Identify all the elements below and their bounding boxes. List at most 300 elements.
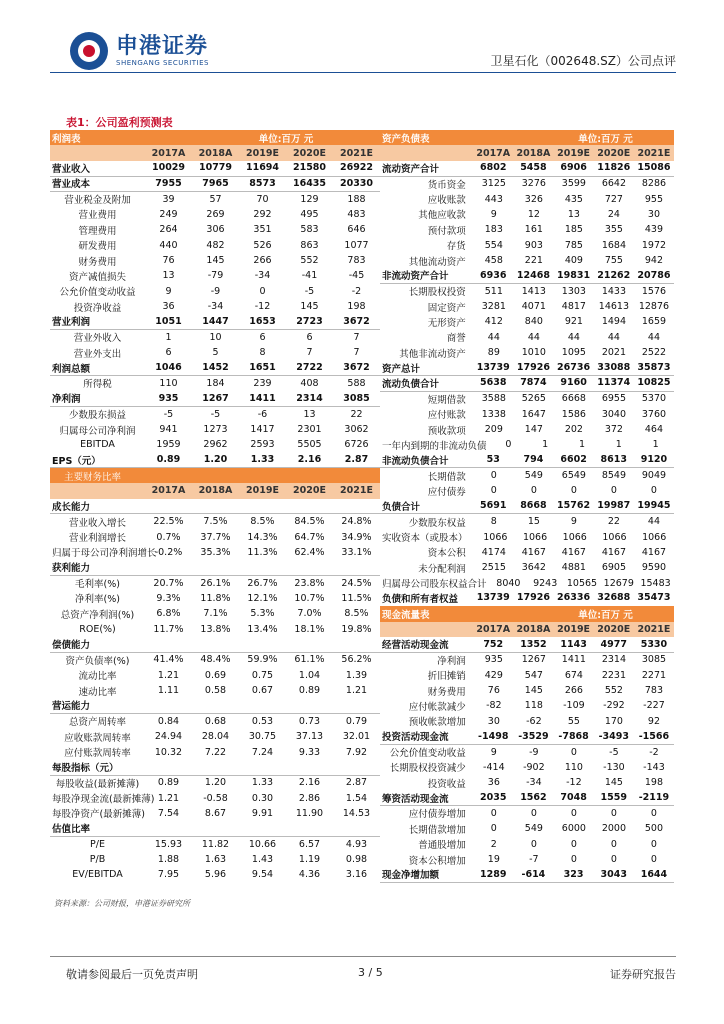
value-cell: 942 (644, 255, 664, 267)
value-cell: 202 (564, 424, 583, 435)
value-cell: 0 (530, 485, 537, 497)
value-cell: 64.7% (294, 531, 325, 543)
value-cell: 188 (347, 193, 366, 205)
row-label: 资产总计 (382, 363, 421, 375)
value-cell: 935 (484, 654, 503, 666)
value-cell: 7874 (520, 377, 547, 389)
value-cell: 7955 (155, 177, 182, 189)
balance-cashflow-half (380, 852, 674, 867)
value-cell: 9590 (641, 562, 667, 574)
value-cell: 6642 (601, 178, 627, 190)
value-cell: 266 (564, 685, 583, 697)
value-cell: 5265 (521, 393, 546, 405)
row-label: 归属于母公司净利润增长 (52, 548, 157, 560)
value-cell: 7965 (202, 177, 229, 189)
row-label: 短期借款 (427, 394, 466, 406)
value-cell: 6726 (344, 439, 369, 451)
value-cell: 0 (259, 285, 266, 297)
table-row (50, 744, 674, 759)
value-cell: 12679 (603, 577, 634, 589)
value-cell: 2000 (601, 823, 627, 835)
value-cell: 221 (524, 255, 543, 267)
balance-cashflow-half (380, 468, 674, 483)
value-cell: 5505 (297, 439, 322, 451)
value-cell: 53 (486, 454, 500, 466)
table-row (50, 161, 674, 176)
value-cell: 17926 (516, 362, 550, 374)
year-header: 2017A (476, 147, 511, 159)
value-cell: -614 (521, 868, 546, 880)
value-cell: 11.82 (201, 838, 230, 850)
value-cell: 0 (650, 807, 657, 819)
document-title: 卫星石化（002648.SZ）公司点评 (490, 54, 676, 68)
row-label: 未分配利润 (418, 563, 466, 575)
logo-english-name: SHENGANG SECURITIES (116, 58, 209, 67)
value-cell: 10779 (198, 162, 233, 174)
value-cell: 4174 (481, 546, 506, 558)
logo-emblem-icon (70, 32, 108, 70)
row-label: 长期股权投资 (408, 287, 466, 299)
row-label: 营业利润 (52, 317, 91, 329)
row-label: 净利率(%) (75, 594, 120, 606)
value-cell: 4167 (561, 546, 586, 558)
table-row (50, 729, 674, 744)
value-cell: 1.43 (251, 854, 274, 866)
balance-cashflow-half (380, 299, 674, 314)
value-cell: 184 (206, 377, 225, 389)
header-divider (50, 72, 676, 73)
balance-cashflow-half (380, 314, 674, 329)
row-label: 流动资产合计 (382, 163, 440, 175)
income-ratio-half (50, 606, 380, 621)
value-cell: 7.1% (203, 608, 228, 620)
value-cell: 183 (484, 224, 503, 236)
row-label: 长期借款 (427, 471, 466, 483)
value-cell: 1267 (521, 654, 546, 666)
value-cell: 0.53 (251, 715, 274, 727)
income-ratio-half (50, 345, 380, 360)
row-label: 实收资本（或股本） (382, 533, 468, 545)
year-header: 2021E (637, 147, 671, 159)
value-cell: -7 (529, 854, 539, 866)
table-title: 表1：公司盈利预测表 (66, 116, 173, 129)
value-cell: 34.9% (341, 531, 372, 543)
balance-cashflow-half (380, 498, 674, 514)
value-cell: 408 (300, 377, 319, 389)
row-label: 负债合计 (382, 501, 421, 513)
income-ratio-half (50, 560, 380, 576)
value-cell: -12 (254, 301, 271, 313)
value-cell: -414 (483, 761, 505, 773)
value-cell: 0.67 (251, 685, 274, 697)
row-label: 每股净资产(最新摊薄) (52, 809, 145, 821)
table-row (50, 345, 674, 360)
table-row (50, 207, 674, 222)
table-row (50, 606, 674, 621)
row-label: 营业收入 (52, 163, 91, 175)
balance-cashflow-half (380, 360, 674, 376)
value-cell: 9 (490, 746, 497, 758)
value-cell: 0 (570, 854, 577, 866)
row-label: 货币资金 (427, 179, 466, 191)
income-ratio-half (50, 668, 380, 683)
value-cell: 9.91 (251, 807, 274, 819)
value-cell: 9160 (560, 377, 587, 389)
value-cell: 0 (570, 485, 577, 497)
value-cell: 0 (490, 807, 497, 819)
value-cell: 326 (524, 193, 543, 205)
value-cell: 5691 (480, 500, 507, 512)
value-cell: 6549 (561, 470, 586, 482)
value-cell: 2723 (296, 315, 323, 327)
table-row (50, 545, 674, 560)
row-label: 少数股东权益 (408, 517, 466, 529)
row-label: 应收账款 (427, 195, 466, 207)
balance-cashflow-half (380, 222, 674, 237)
row-label: 营业收入增长 (68, 517, 126, 529)
value-cell: 0.84 (157, 715, 180, 727)
year-header: 2017A (151, 485, 186, 497)
value-cell: 3085 (343, 392, 370, 404)
value-cell: 458 (484, 255, 503, 267)
value-cell: 8668 (520, 500, 547, 512)
income-ratio-half (50, 729, 380, 744)
value-cell: 0 (490, 470, 497, 482)
row-label: 营业费用 (78, 210, 117, 222)
value-cell: -79 (207, 270, 224, 282)
row-label: 一年内到期的非流动负债 (382, 440, 487, 452)
group-label: 每股指标（元） (52, 762, 119, 774)
value-cell: 1051 (155, 315, 182, 327)
value-cell: 26336 (557, 592, 591, 604)
balance-cashflow-half (380, 790, 674, 806)
value-cell: 323 (563, 868, 584, 880)
value-cell: 5458 (520, 162, 547, 174)
value-cell: 62.4% (294, 546, 325, 558)
balance-cashflow-half (380, 375, 674, 391)
row-label: 营业成本 (52, 179, 91, 191)
value-cell: 429 (484, 669, 503, 681)
group-label: 估值比率 (52, 824, 91, 836)
table-row (50, 145, 674, 160)
value-cell: 1.21 (157, 669, 180, 681)
value-cell: 13 (567, 208, 580, 220)
year-header: 2019E (246, 147, 279, 159)
table-row (50, 637, 674, 652)
value-cell: 5330 (640, 638, 668, 650)
value-cell: 1267 (202, 392, 229, 404)
value-cell: 13 (162, 270, 175, 282)
value-cell: 7.22 (204, 746, 227, 758)
year-header: 2018A (516, 623, 551, 635)
row-label: 负债和所有者权益 (382, 593, 459, 605)
year-header: 2020E (597, 147, 631, 159)
balance-cashflow-half (380, 606, 674, 621)
value-cell: -6 (257, 408, 268, 420)
value-cell: 7 (353, 331, 360, 343)
value-cell: 24.94 (154, 731, 183, 743)
row-label: 预收帐款增加 (408, 717, 466, 729)
balance-cashflow-half (380, 176, 674, 191)
value-cell: 6 (165, 347, 172, 359)
value-cell: 264 (159, 224, 178, 236)
value-cell: 266 (253, 255, 272, 267)
value-cell: -34 (254, 270, 271, 282)
table-row (50, 253, 674, 268)
value-cell: 0.89 (157, 777, 180, 789)
table-row (50, 406, 674, 421)
income-ratio-half (50, 698, 380, 714)
table-row (50, 391, 674, 406)
row-label: 非流动资产合计 (382, 271, 449, 283)
balance-cashflow-half (380, 345, 674, 360)
company-logo (70, 32, 209, 70)
value-cell: 11.5% (341, 592, 372, 604)
value-cell: 8549 (601, 470, 627, 482)
value-cell: 26.7% (247, 577, 278, 589)
value-cell: 1143 (560, 638, 587, 650)
value-cell: 1289 (480, 868, 507, 880)
page-header (0, 0, 724, 80)
value-cell: 57 (209, 193, 222, 205)
balance-cashflow-half (380, 806, 674, 821)
value-cell: 15 (527, 516, 540, 528)
year-header: 2017A (476, 623, 511, 635)
row-label: 营业利润增长 (68, 533, 126, 545)
value-cell: 306 (206, 224, 225, 236)
value-cell: 1647 (521, 408, 546, 420)
value-cell: 10029 (151, 162, 186, 174)
value-cell: 1494 (601, 316, 627, 328)
value-cell: 198 (644, 777, 664, 789)
income-ratio-half (50, 314, 380, 330)
value-cell: 249 (159, 208, 178, 220)
value-cell: 6 (259, 331, 266, 343)
income-ratio-half (50, 406, 380, 421)
value-cell: 0.30 (251, 792, 274, 804)
balance-cashflow-half (380, 391, 674, 406)
value-cell: 2301 (297, 424, 322, 435)
value-cell: 8.5% (250, 516, 275, 528)
year-header: 2019E (246, 485, 279, 497)
value-cell: 9 (490, 208, 497, 220)
value-cell: 10 (209, 331, 222, 343)
value-cell: 7048 (560, 792, 587, 804)
value-cell: -2 (649, 746, 659, 758)
value-cell: -143 (643, 761, 665, 773)
row-label: 资产减值损失 (68, 271, 126, 283)
table-row (50, 560, 674, 575)
row-label: 总资产周转率 (68, 717, 126, 729)
balance-cashflow-half (380, 560, 674, 575)
row-label: P/E (90, 838, 105, 850)
value-cell: 20786 (637, 269, 671, 281)
balance-cashflow-half (380, 636, 674, 652)
row-label: 所得税 (83, 379, 112, 391)
value-cell: 4167 (601, 546, 627, 558)
balance-cashflow-half (380, 160, 674, 176)
value-cell: 1.39 (345, 669, 368, 681)
value-cell: 209 (484, 424, 503, 435)
value-cell: 1413 (521, 285, 546, 297)
value-cell: 1066 (483, 531, 508, 543)
value-cell: 19945 (637, 500, 671, 512)
value-cell: 2.87 (344, 454, 369, 466)
row-label: 总资产净利润(%) (60, 609, 135, 621)
value-cell: 92 (647, 715, 660, 727)
value-cell: 0.75 (251, 669, 274, 681)
row-label: 营业外收入 (73, 333, 122, 345)
value-cell: 3672 (343, 362, 370, 374)
value-cell: 1972 (641, 239, 667, 251)
value-cell: 239 (253, 377, 272, 389)
value-cell: 55 (567, 715, 580, 727)
value-cell: 3040 (601, 408, 627, 420)
value-cell: 1.20 (203, 454, 228, 466)
value-cell: 2.86 (298, 792, 321, 804)
value-cell: 24.5% (341, 577, 372, 589)
value-cell: -0.2% (154, 546, 183, 558)
balance-cashflow-half (380, 729, 674, 745)
income-ratio-half (50, 160, 380, 176)
table-row (50, 268, 674, 283)
value-cell: 511 (484, 285, 503, 297)
table-row (50, 238, 674, 253)
year-header: 2019E (557, 623, 591, 635)
value-cell: 1653 (249, 315, 276, 327)
row-label: 投资收益 (427, 778, 466, 790)
table-row (50, 821, 674, 836)
income-ratio-half (50, 636, 380, 652)
table-row (50, 867, 674, 882)
value-cell: 9120 (640, 454, 668, 466)
income-ratio-half (50, 837, 380, 852)
value-cell: -902 (523, 761, 545, 773)
value-cell: -0.58 (203, 792, 228, 804)
value-cell: 440 (159, 239, 178, 251)
value-cell: 89 (487, 347, 500, 359)
value-cell: 1066 (602, 531, 627, 543)
year-header: 2018A (516, 147, 551, 159)
value-cell: 1010 (521, 347, 546, 359)
income-ratio-half (50, 238, 380, 253)
income-ratio-half (50, 145, 380, 160)
income-ratio-half (50, 806, 380, 821)
balance-cashflow-half (380, 253, 674, 268)
table-row (50, 176, 674, 191)
value-cell: 3760 (641, 408, 667, 420)
table-row (50, 483, 674, 498)
value-cell: -3493 (598, 730, 629, 742)
value-cell: 5.3% (250, 608, 275, 620)
income-ratio-half (50, 867, 380, 882)
value-cell: 0 (570, 807, 577, 819)
value-cell: 1 (165, 331, 172, 343)
value-cell: -5 (609, 746, 619, 758)
value-cell: 3125 (481, 178, 506, 190)
value-cell: -109 (563, 700, 585, 712)
value-cell: 19 (487, 854, 500, 866)
row-label: 少数股东损益 (68, 410, 126, 422)
value-cell: 412 (484, 316, 503, 328)
row-label: 其他非流动资产 (399, 348, 466, 360)
value-cell: 24 (607, 208, 620, 220)
disclaimer-note: 敬请参阅最后一页免责声明 (66, 968, 198, 981)
income-ratio-half (50, 714, 380, 729)
year-header: 2018A (198, 147, 233, 159)
row-label: 归属母公司净利润 (59, 425, 136, 437)
value-cell: 552 (300, 255, 319, 267)
row-label: 商誉 (446, 333, 466, 345)
value-cell: 198 (347, 301, 366, 313)
value-cell: 36 (487, 777, 500, 789)
table-row (50, 591, 674, 606)
row-label: 净利润 (437, 655, 466, 667)
balance-cashflow-half (380, 821, 674, 836)
value-cell: 145 (206, 255, 225, 267)
value-cell: 11.3% (247, 546, 278, 558)
value-cell: 554 (484, 239, 503, 251)
value-cell: 500 (644, 823, 664, 835)
income-ratio-half (50, 284, 380, 299)
value-cell: 785 (564, 239, 583, 251)
value-cell: 19831 (557, 269, 591, 281)
row-label: 流动比率 (78, 671, 117, 683)
row-label: 营业外支出 (73, 348, 122, 360)
value-cell: 30 (487, 715, 500, 727)
value-cell: 1.88 (157, 854, 180, 866)
value-cell: 32688 (597, 592, 631, 604)
value-cell: 1586 (561, 408, 586, 420)
income-ratio-half (50, 622, 380, 637)
value-cell: 0 (650, 854, 657, 866)
value-cell: 588 (347, 377, 366, 389)
value-cell: 0.58 (204, 685, 227, 697)
row-label: 应付账款周转率 (64, 748, 131, 760)
section-unit: 单位:百万 元 (578, 609, 633, 621)
table-row (50, 575, 674, 590)
row-label: EBITDA (80, 439, 115, 451)
value-cell: 6602 (560, 454, 587, 466)
value-cell: 48.4% (200, 654, 231, 666)
value-cell: 2962 (203, 439, 228, 451)
value-cell: 4167 (521, 546, 546, 558)
income-ratio-half (50, 852, 380, 867)
value-cell: 23.8% (294, 577, 325, 589)
balance-cashflow-half (380, 406, 674, 421)
value-cell: 9 (570, 516, 577, 528)
value-cell: 941 (159, 424, 178, 435)
row-label: 财务费用 (78, 256, 117, 268)
row-label: 应付账款 (427, 410, 466, 422)
table-row (50, 314, 674, 329)
value-cell: -130 (603, 761, 625, 773)
value-cell: 11.7% (153, 623, 184, 635)
value-cell: 32.01 (342, 731, 371, 743)
value-cell: 17926 (516, 592, 550, 604)
value-cell: 0 (610, 854, 617, 866)
income-ratio-half (50, 591, 380, 606)
row-label: 归属母公司股东权益合计 (382, 579, 487, 591)
value-cell: 33088 (597, 362, 631, 374)
value-cell: 161 (524, 224, 543, 236)
value-cell: 7.54 (157, 807, 180, 819)
value-cell: 7.92 (345, 746, 368, 758)
value-cell: 1352 (520, 638, 547, 650)
row-label: 筹资活动现金流 (382, 793, 449, 805)
value-cell: 526 (253, 239, 272, 251)
value-cell: 794 (523, 454, 544, 466)
